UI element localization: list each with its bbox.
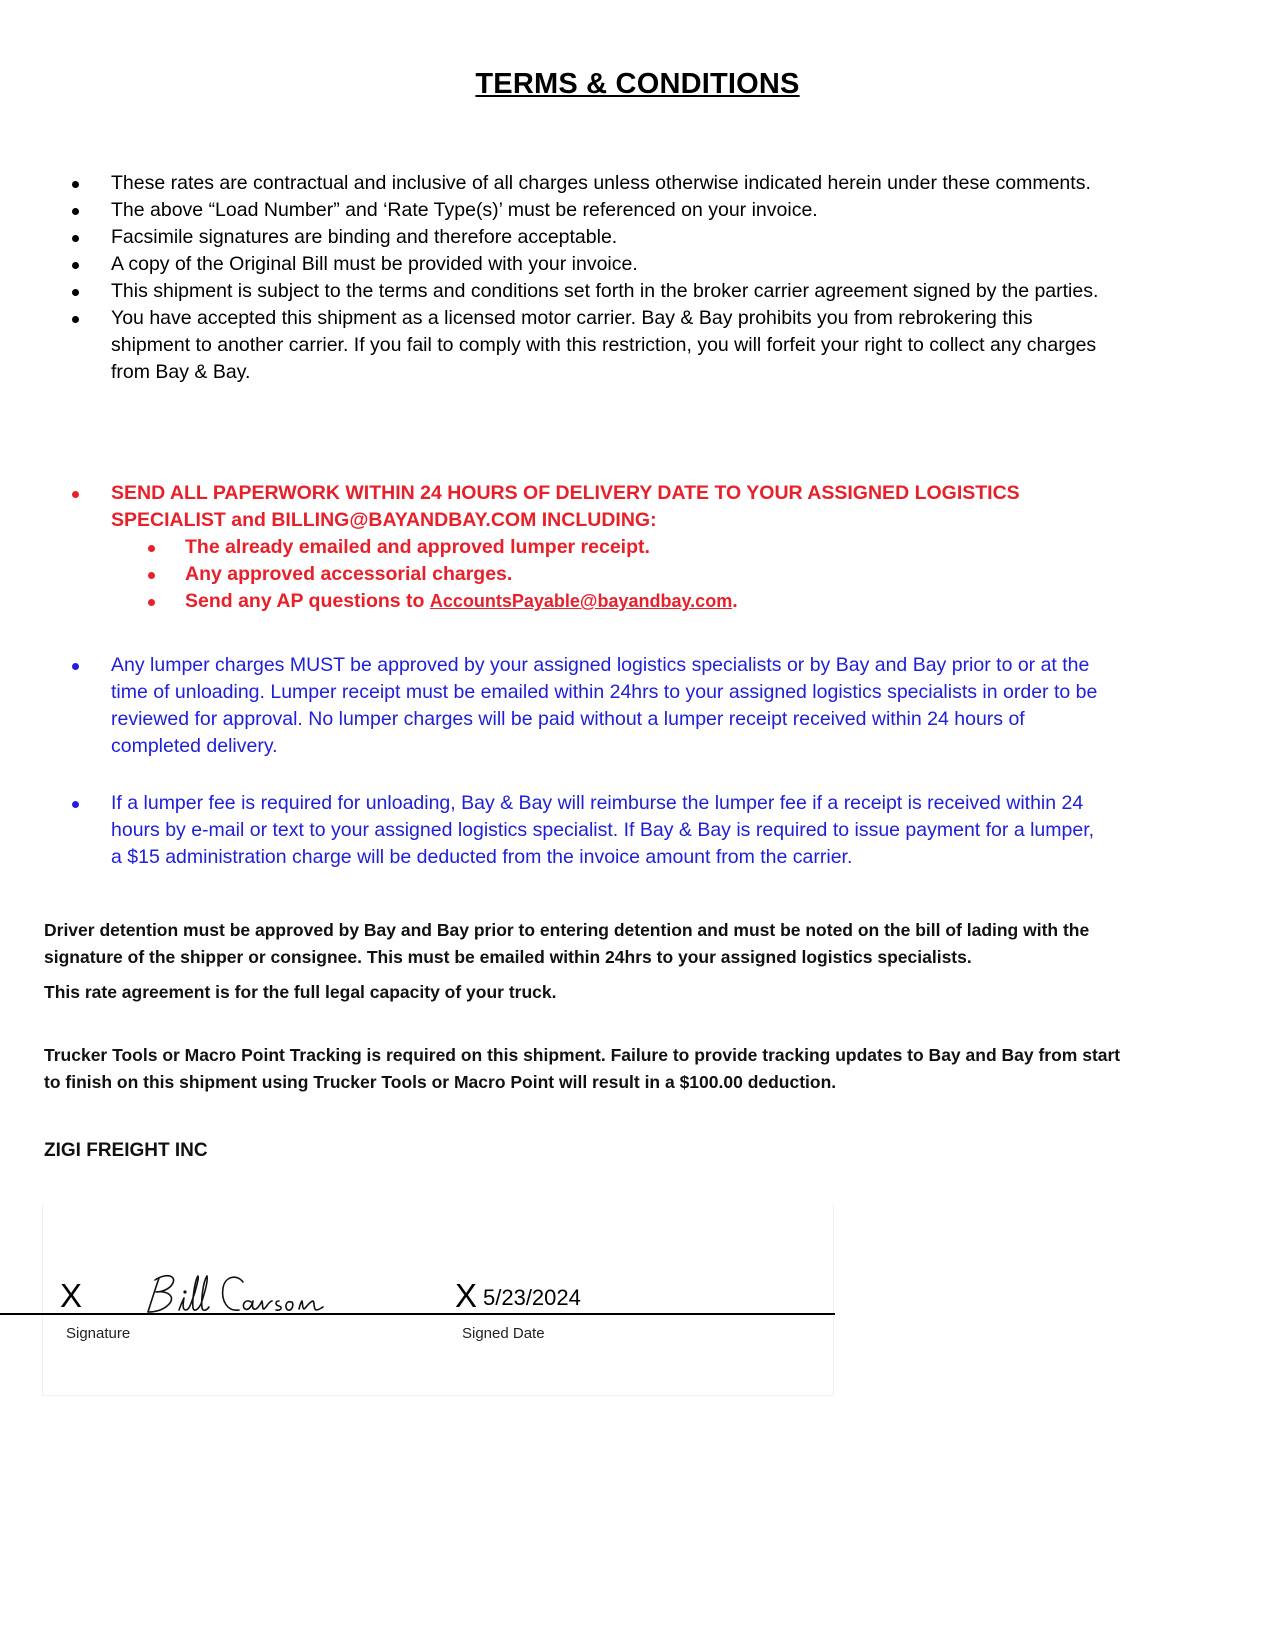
list-item: If a lumper fee is required for unloading, Bay & Bay will reimburse the lumper fee if a receipt is received within 24 hours by e-mail or text to your assigned logistics specialist. If Bay & Bay is required to issue payment for a lumper, a $15 administration charge will be deducted from the invoice amount from the carrier. (0, 790, 1101, 871)
bullet-icon (72, 491, 79, 498)
signed-date-label: Signed Date (462, 1325, 545, 1342)
general-terms-list (0, 170, 1101, 386)
bullet-icon (72, 235, 79, 242)
handwritten-signature (145, 1270, 335, 1320)
detention-note: Driver detention must be approved by Bay and Bay prior to entering detention and must be noted on the bill of lading with the signature of the shipper or consignee. This must be emailed within 24hrs to your assigned logistics specialists. (44, 920, 1090, 967)
signature-x-mark: X (60, 1277, 83, 1314)
tracking-note: Trucker Tools or Macro Point Tracking is required on this shipment. Failure to provide tracking updates to Bay and Bay from start to finish on this shipment using Trucker Tools or Macro Point will result in a $100.00 deduction. (44, 1045, 1121, 1092)
paperwork-list (0, 480, 1101, 615)
signature-line (0, 1313, 835, 1315)
paperwork-sublist (111, 534, 1101, 615)
bullet-icon (72, 262, 79, 269)
bullet-icon (72, 801, 79, 808)
list-item: The already emailed and approved lumper receipt. (0, 534, 985, 561)
lumper-approval-list (0, 652, 1101, 760)
accounts-payable-email-link[interactable]: AccountsPayable@bayandbay.com (429, 591, 733, 611)
list-item: Send any AP questions to AccountsPayable@bayandbay.com. (0, 588, 985, 615)
list-item: A copy of the Original Bill must be provided with your invoice. (0, 251, 1101, 278)
list-item: The above “Load Number” and ‘Rate Type(s)’ must be referenced on your invoice. (0, 197, 1101, 224)
capacity-note: This rate agreement is for the full legal capacity of your truck. (44, 982, 557, 1002)
bullet-icon (148, 599, 155, 606)
signed-date-value: 5/23/2024 (483, 1285, 581, 1310)
list-item: Facsimile signatures are binding and therefore acceptable. (0, 224, 1101, 251)
list-item: You have accepted this shipment as a licensed motor carrier. Bay & Bay prohibits you from rebrokering this shipment to another carrier. If you fail to comply with this restriction, you will forfeit your right to collect any charges from Bay & Bay. (0, 305, 1101, 386)
list-item: This shipment is subject to the terms and conditions set forth in the broker carrier agreement signed by the parties. (0, 278, 1101, 305)
bullet-icon (72, 289, 79, 296)
list-item: Any lumper charges MUST be approved by your assigned logistics specialists or by Bay and Bay prior to or at the time of unloading. Lumper receipt must be emailed within 24hrs to your assigned logistics specialists in order to be reviewed for approval. No lumper charges will be paid without a lumper receipt received within 24 hours of completed delivery. (0, 652, 1101, 760)
bullet-icon (72, 181, 79, 188)
list-item: These rates are contractual and inclusive of all charges unless otherwise indicated herein under these comments. (0, 170, 1101, 197)
paperwork-heading: SEND ALL PAPERWORK WITHIN 24 HOURS OF DELIVERY DATE TO YOUR ASSIGNED LOGISTICS SPECIALIST and BILLING@BAYANDBAY.COM INCLUDING: The already emailed and approved lumper receipt. Any approved accessorial charges. Send any AP questions to AccountsPayable@bayandbay.com. (0, 480, 1101, 615)
signature-label: Signature (66, 1325, 131, 1342)
company-name: ZIGI FREIGHT INC (44, 1140, 208, 1161)
bullet-icon (148, 572, 155, 579)
lumper-fee-list (0, 790, 1101, 871)
bullet-icon (72, 208, 79, 215)
page-title: TERMS & CONDITIONS (475, 68, 800, 100)
bullet-icon (72, 316, 79, 323)
date-x-mark: X (455, 1277, 478, 1314)
bullet-icon (148, 545, 155, 552)
list-item: Any approved accessorial charges. (0, 561, 985, 588)
bullet-icon (72, 663, 79, 670)
